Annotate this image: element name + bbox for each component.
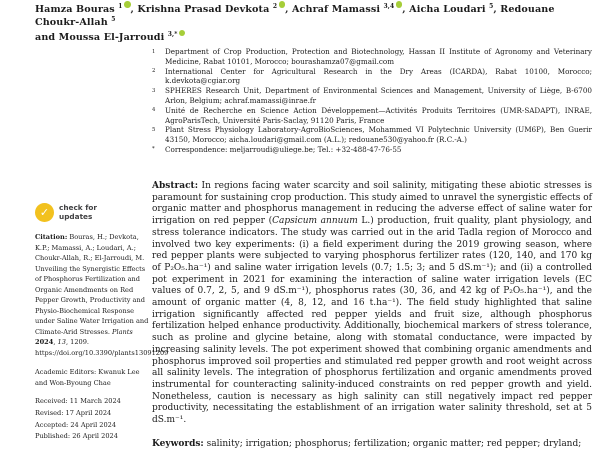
published-date bbox=[35, 431, 149, 443]
author-name: Redouane Choukr-Allah bbox=[35, 3, 555, 29]
abstract bbox=[152, 181, 592, 427]
date-value: 24 April 2024 bbox=[68, 420, 117, 429]
correspondence-item bbox=[152, 145, 592, 155]
badge-line2: updates bbox=[59, 211, 93, 221]
citation-doi-link[interactable]: https://doi.org/10.3390/plants13091209 bbox=[35, 348, 169, 357]
author bbox=[35, 32, 185, 43]
citation-label: Citation: bbox=[35, 233, 68, 241]
academic-editors-label: Academic Editors: bbox=[35, 368, 97, 376]
citation-authors-title: Bouras, H.; Devkota, K.P.; Mamassi, A.; Loudari, A.; Choukr-Allah, R.; El-Jarroudi, M. Unveiling the Synergistic Effects of Phosphorus Fertilization and Organic Amendments on Red Pepper Growth, Productivity and Physio-Biochemical Response under Saline Water Irrigation and Climate-Arid Stresses. bbox=[35, 233, 149, 336]
date-value: 26 April 2024 bbox=[70, 432, 118, 441]
date-label: Accepted: bbox=[35, 420, 69, 429]
affiliation-number: 4 bbox=[152, 107, 156, 114]
author bbox=[409, 4, 500, 15]
abstract-text-2: L.) production, fruit quality, plant physiology, and stress tolerance indicators. The study was carried out in the arid Tadla region of Morocco and involved two key experiments: (i) a field experiment during the 2019 growing season, where red pepper plants were subjected to varying phosphorus fertilizer rates (120, 140, and 170 kg of P₂O₅.ha⁻¹) and saline water irrigation levels (0.7; 1.5; 3; and 5 dS.m⁻¹); and (ii) a controlled pot experiment in 2021 for examining the interaction of saline water irrigation levels (EC values of 0.7, 2, 5, and 9 dS.m⁻¹), phosphorus rates (30, 36, and 42 kg of P₂O₅.ha⁻¹), and the amount of organic matter (4, 8, 12, and 16 t.ha⁻¹). The field study highlighted that saline irrigation significantly affected red pepper yields and fruit size, although phosphorus fertilization helped enhance productivity. Additionally, biochemical markers of stress tolerance, such as proline and glycine betaine, along with stomatal conductance, were impacted by increasing salinity levels. The pot experiment showed that combining organic amendments and phosphorus improved soil properties and stimulated red pepper growth and root weight across all salinity levels. The integration of phosphorus fertilization and organic amendments proved instrumental for counteracting salinity-induced constraints on red pepper growth and yield. Nonetheless, caution is necessary as high salinity can still negatively impact red pepper productivity, necessitating the establishment of an irrigation water salinity threshold, set at 5 dS.m⁻¹. bbox=[152, 216, 593, 426]
author-separator: , bbox=[285, 3, 293, 15]
affiliation-list bbox=[152, 47, 592, 155]
abstract-text-1: In regions facing water scarcity and soil salinity, mitigating these abiotic stresses is paramount for sustaining crop production. This study aimed to unravel the synergistic effects of organic matter and phosphorus management in reducing the adverse effect of saline water for irrigation on red pepper ( bbox=[152, 181, 592, 227]
author bbox=[292, 4, 409, 15]
author-affil-sup: 1 bbox=[118, 2, 123, 10]
academic-editors-names: Kwanuk Lee and Won-Byoung Chae bbox=[35, 368, 140, 387]
affiliation-item bbox=[152, 86, 592, 106]
received-date bbox=[35, 396, 149, 408]
affiliation-text: Unité de Recherche en Science Action Développement—Activités Produits Territoires (UMR-SADAPT), INRAE, AgroParisTech, Université Paris-Saclay, 91120 Paris, France bbox=[165, 105, 592, 125]
affiliation-text: Department of Crop Production, Protection and Biotechnology, Hassan II Institute of Agronomy and Veterinary Medicine, Rabat 10101, Morocco; bourashamza07@gmail.com bbox=[165, 47, 592, 66]
author-name: Hamza Bouras bbox=[35, 3, 119, 15]
correspondence-text: Correspondence: meljarroudi@uliege.be; Tel.: +32-488-47-76-55 bbox=[165, 144, 402, 154]
affiliation-text: Plant Stress Physiology Laboratory-AgroBioSciences, Mohammed VI Polytechnic University (UM6P), Ben Guerir 43150, Morocco; aicha.loudari@gmail.com (A.L.); redouane530@yahoo.fr (R.C.-A.) bbox=[165, 125, 592, 145]
keywords-line bbox=[152, 439, 592, 451]
citation-block bbox=[35, 232, 169, 358]
affiliation-number: 5 bbox=[152, 126, 156, 133]
orcid-icon[interactable] bbox=[179, 30, 186, 37]
author-affil-sup: 2 bbox=[272, 2, 278, 10]
date-value: 11 March 2024 bbox=[67, 397, 121, 405]
date-label: Revised: bbox=[35, 408, 64, 417]
author bbox=[137, 4, 292, 15]
abstract-label: Abstract: bbox=[152, 181, 199, 191]
keywords-label: Keywords: bbox=[152, 439, 204, 449]
author-affil-sup: 3,4 bbox=[383, 2, 395, 10]
author-separator: , bbox=[402, 3, 410, 15]
affiliation-text: International Center for Agricultural Research in the Dry Areas (ICARDA), Rabat 10100, Morocco; k.devkota@cgiar.org bbox=[165, 66, 592, 86]
article-history bbox=[35, 396, 149, 443]
citation-volume: , 13 bbox=[53, 338, 66, 346]
affiliation-number: 1 bbox=[152, 48, 156, 55]
affiliation-number: 2 bbox=[152, 68, 156, 75]
badge-line1: check for bbox=[59, 203, 97, 213]
left-sidebar bbox=[35, 203, 169, 443]
author-name: Krishna Prasad Devkota bbox=[137, 3, 273, 15]
date-label: Published: bbox=[35, 432, 71, 441]
author-separator: , bbox=[130, 3, 138, 15]
correspondence-asterisk: * bbox=[152, 146, 155, 153]
check-for-updates-label bbox=[59, 204, 97, 221]
citation-journal: Plants bbox=[112, 327, 133, 336]
author bbox=[35, 4, 137, 15]
affiliation-text: SPHERES Research Unit, Department of Environmental Sciences and Management, University of Liège, B-6700 Arlon, Belgium; achraf.mamassi@inrae.fr bbox=[165, 86, 592, 105]
date-value: 17 April 2024 bbox=[63, 408, 112, 417]
accepted-date bbox=[35, 420, 149, 432]
author-affil-sup: 5 bbox=[111, 16, 116, 23]
date-label: Received: bbox=[35, 397, 68, 405]
abstract-species-italic: Capsicum annuum bbox=[272, 216, 358, 227]
affiliation-item bbox=[152, 106, 592, 126]
affiliation-number: 3 bbox=[152, 87, 156, 94]
keywords-text: salinity; irrigation; phosphorus; fertilization; organic matter; red pepper; dryland; bbox=[203, 439, 582, 449]
citation-year: 2024 bbox=[35, 338, 54, 346]
author-line bbox=[35, 1, 583, 45]
affiliation-item bbox=[152, 125, 592, 145]
author-name: Aicha Loudari bbox=[409, 3, 490, 15]
author-name: and Moussa El-Jarroudi bbox=[35, 32, 168, 44]
author-name: Achraf Mamassi bbox=[292, 3, 384, 15]
crossmark-check-icon: ✓ bbox=[35, 203, 54, 222]
author-affil-sup: 5 bbox=[489, 2, 494, 10]
citation-pages: , 1209. bbox=[65, 338, 90, 346]
author-affil-sup: 3,* bbox=[167, 31, 178, 39]
affiliation-item bbox=[152, 67, 592, 87]
revised-date bbox=[35, 408, 149, 420]
affiliation-item bbox=[152, 47, 592, 67]
academic-editors bbox=[35, 367, 149, 388]
check-for-updates-badge[interactable] bbox=[35, 203, 149, 222]
author-separator: , bbox=[493, 3, 501, 15]
